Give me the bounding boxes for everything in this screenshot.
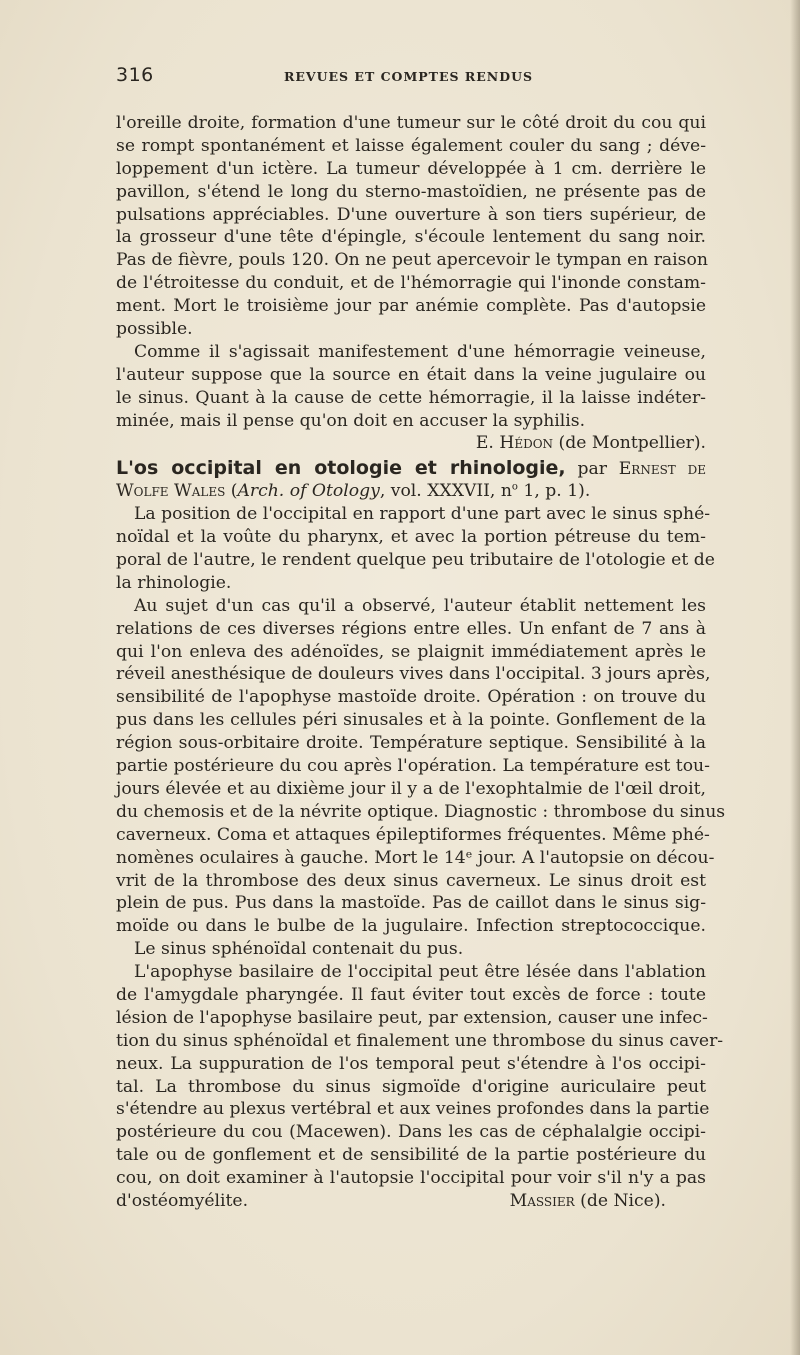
text-line: possible. (116, 319, 193, 340)
text-line: se rompt spontanément et laisse également couler du sang ; déve- (116, 135, 706, 156)
text-line: tion du sinus sphénoïdal et finalement une thrombose du sinus caver- (116, 1030, 724, 1051)
article-title: L'os occipital en otologie et rhinologie, (116, 457, 566, 480)
text-line: qui l'on enleva des adénoïdes, se plaignit immédiatement après le (116, 641, 706, 662)
article-author-last: Wolfe Wales (116, 481, 226, 502)
text-line: L'apophyse basilaire de l'occipital peut être lésée dans l'ablation (134, 962, 706, 983)
text-line: minée, mais il pense qu'on doit en accuser la syphilis. (116, 410, 586, 431)
article-by: par (565, 459, 619, 480)
citation-end: 1, p. 1). (517, 481, 591, 502)
text-line: Comme il s'agissait manifestement d'une hémorragie veineuse, (134, 341, 706, 362)
text-line: vrit de la thrombose des deux sinus caverneux. Le sinus droit est (116, 870, 706, 891)
article-heading-line-1 (116, 455, 706, 480)
text-line: La position de l'occipital en rapport d'une part avec le sinus sphé- (134, 504, 711, 525)
text-line: caverneux. Coma et attaques épileptiformes fréquentes. Même phé- (116, 824, 710, 845)
text-line: l'oreille droite, formation d'une tumeur sur le côté droit du cou qui (116, 113, 706, 133)
text-line: réveil anesthésique de douleurs vives dans l'occipital. 3 jours après, (116, 664, 711, 685)
text-line: tal. La thrombose du sinus sigmoïde d'origine auriculaire peut (116, 1076, 706, 1097)
text-line: la rhinologie. (116, 572, 232, 593)
article-heading-line-2 (116, 480, 706, 503)
text-line: nomènes oculaires à gauche. Mort le 14ᵉ jour. A l'autopsie on décou- (116, 847, 715, 868)
text-line: moïde ou dans le bulbe de la jugulaire. Infection streptococcique. (116, 916, 706, 937)
text-line: jours élevée et au dixième jour il y a de l'exophtalmie de l'œil droit, (116, 778, 706, 799)
text-line: sensibilité de l'apophyse mastoïde droite. Opération : on trouve du (116, 687, 706, 708)
text-line: cou, on doit examiner à l'autopsie l'occipital pour voir s'il n'y a pas (116, 1168, 706, 1189)
text-line: partie postérieure du cou après l'opération. La température est tou- (116, 756, 710, 777)
text-line: le sinus. Quant à la cause de cette hémorragie, il la laisse indéter- (116, 387, 706, 408)
text-line: pus dans les cellules péri sinusales et à la pointe. Gonflement de la (116, 710, 706, 731)
citation-volume: , vol. XXXVII, n (379, 481, 512, 502)
page-edge-shadow (790, 0, 800, 1355)
citation-open: ( (225, 481, 238, 502)
text-line: pulsations appréciables. D'une ouverture à son tiers supérieur, de (116, 204, 706, 225)
signature-name: Hédon (499, 433, 554, 454)
text-line: s'étendre au plexus vertébral et aux veines profondes dans la partie (116, 1099, 710, 1120)
text-line: postérieure du cou (Macewen). Dans les cas de céphalalgie occipi- (116, 1122, 706, 1143)
page-number: 316 (116, 64, 154, 86)
final-line-with-signature (116, 1190, 706, 1213)
text-line: Au sujet d'un cas qu'il a observé, l'auteur établit nettement les (134, 595, 706, 616)
text-line: poral de l'autre, le rendent quelque peu tributaire de l'otologie et de (116, 550, 715, 571)
signature-hedon (116, 432, 706, 455)
text-line: tale ou de gonflement et de sensibilité de la partie postérieure du (116, 1145, 706, 1166)
page-header (116, 64, 701, 88)
text-line: relations de ces diverses régions entre elles. Un enfant de 7 ans à (116, 618, 706, 639)
signature-initial: E. (475, 433, 500, 454)
text-line: Le sinus sphénoïdal contenait du pus. (134, 939, 464, 960)
text-line: l'auteur suppose que la source en était dans la veine jugulaire ou (116, 364, 706, 385)
text-line: ment. Mort le troisième jour par anémie complète. Pas d'autopsie (116, 296, 706, 317)
text-line: Pas de fièvre, pouls 120. On ne peut apercevoir le tympan en raison (116, 250, 708, 271)
text-line: de l'étroitesse du conduit, et de l'hémorragie qui l'inonde constam- (116, 273, 706, 294)
article-author-first: Ernest de (618, 459, 706, 480)
text-line: plein de pus. Pus dans la mastoïde. Pas de caillot dans le sinus sig- (116, 893, 706, 914)
body-text (116, 112, 726, 1213)
text-line: du chemosis et de la névrite optique. Diagnostic : thrombose du sinus (116, 801, 726, 822)
text-line: lésion de l'apophyse basilaire peut, par extension, causer une infec- (116, 1007, 708, 1028)
text-line: de l'amygdale pharyngée. Il faut éviter tout excès de force : toute (116, 984, 706, 1005)
running-title: REVUES ET COMPTES RENDUS (284, 69, 533, 84)
signature-massier (510, 1190, 706, 1213)
text-line: noïdal et la voûte du pharynx, et avec la portion pétreuse du tem- (116, 527, 706, 548)
signature-place: (de Nice). (574, 1190, 666, 1211)
text-line: neux. La suppuration de l'os temporal peut s'étendre à l'os occipi- (116, 1053, 706, 1074)
citation-sup: o (511, 481, 518, 493)
text-line: pavillon, s'étend le long du sterno-mastoïdien, ne présente pas de (116, 181, 706, 202)
text-line: la grosseur d'une tête d'épingle, s'écoule lentement du sang noir. (116, 227, 706, 248)
final-text: d'ostéomyélite. (116, 1190, 249, 1211)
signature-place: (de Montpellier). (553, 433, 706, 454)
signature-name: Massier (509, 1190, 575, 1211)
text-line: loppement d'un ictère. La tumeur développée à 1 cm. derrière le (116, 158, 706, 179)
text-line: région sous-orbitaire droite. Température septique. Sensibilité à la (116, 733, 706, 754)
journal-name: Arch. of Otology (237, 481, 380, 502)
